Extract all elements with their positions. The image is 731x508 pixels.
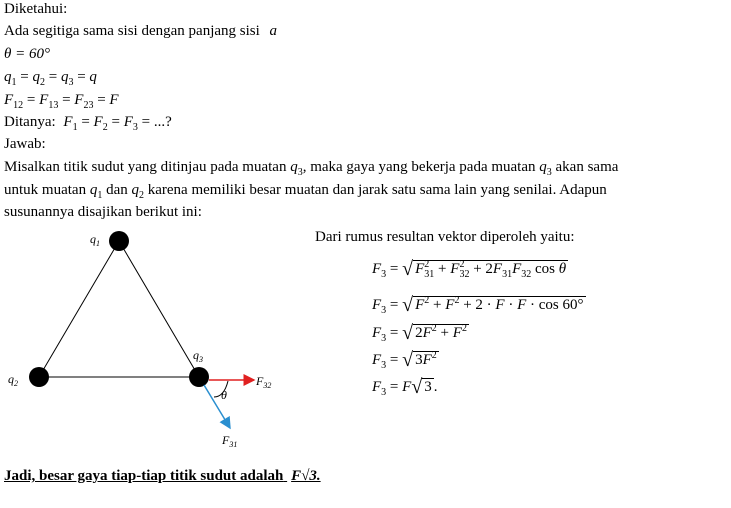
label-q2: $q_2$ (8, 372, 18, 388)
heading-jawab: Jawab: (4, 136, 46, 152)
charge-q1 (109, 231, 129, 251)
conclusion (4, 468, 321, 485)
given-forces: $F_{12} = F_{13} = F_{23} = F$ (4, 92, 119, 111)
equation-4: $F_3$ = √ $3F^2$ (372, 349, 437, 371)
charge-q3 (189, 367, 209, 387)
given-charges: $q_1 = q_2 = q_3 = q$ (4, 69, 97, 88)
given-side-var: a (269, 23, 278, 39)
paragraph-line-3: susunannya disajikan berikut ini: (4, 204, 202, 220)
charge-q2 (29, 367, 49, 387)
conclusion-text: Jadi, besar gaya tiap-tiap titik sudut adalah (4, 468, 284, 484)
given-theta: θ = 60° (4, 46, 50, 62)
side-q1-q2 (39, 241, 119, 377)
equation-1: $F_3$ = √ $F^2_{31} + F^2_{32} + 2F_{31}F_{32}$ cos θ (372, 258, 567, 280)
label-theta: θ (221, 388, 227, 402)
ditanya-tail: = ...? (141, 114, 172, 130)
label-F31: $F_{31}$ (222, 433, 238, 449)
equation-5: $F_3 = F√$ 3 . (372, 376, 438, 398)
conclusion-value: F√3. (291, 468, 321, 484)
label-F32: $F_{32}$ (256, 374, 272, 390)
ditanya-label: Ditanya: (4, 114, 56, 130)
label-q3: $q_3$ (193, 348, 203, 364)
given-side-line (4, 22, 277, 40)
equation-3: $F_3$ = √ $2F^2 + F^2$ (372, 322, 467, 344)
formula-intro: Dari rumus resultan vektor diperoleh yaitu: (315, 229, 575, 245)
paragraph-line-1: Misalkan titik sudut yang ditinjau pada muatan $q_3$, maka gaya yang bekerja pada muatan $q_3$ akan sama (4, 159, 619, 178)
triangle-diagram (0, 225, 300, 455)
heading-diketahui: Diketahui: (4, 1, 68, 17)
paragraph-line-2: untuk muatan $q_1$ dan $q_2$ karena memiliki besar muatan dan jarak satu sama lain yang senilai. Adapun (4, 182, 607, 201)
equation-2: $F_3$ = √ $F^2 + F^2 + 2 \cdot F \cdot F \cdot \cos 60^\circ$ (372, 294, 584, 316)
given-side-text: Ada segitiga sama sisi dengan panjang sisi (4, 23, 260, 39)
ditanya-line: Ditanya: $F_1 = F_2 = F_3$ = ...? (4, 114, 172, 133)
side-q1-q3 (119, 241, 199, 377)
label-q1: $q_1$ (90, 232, 100, 248)
